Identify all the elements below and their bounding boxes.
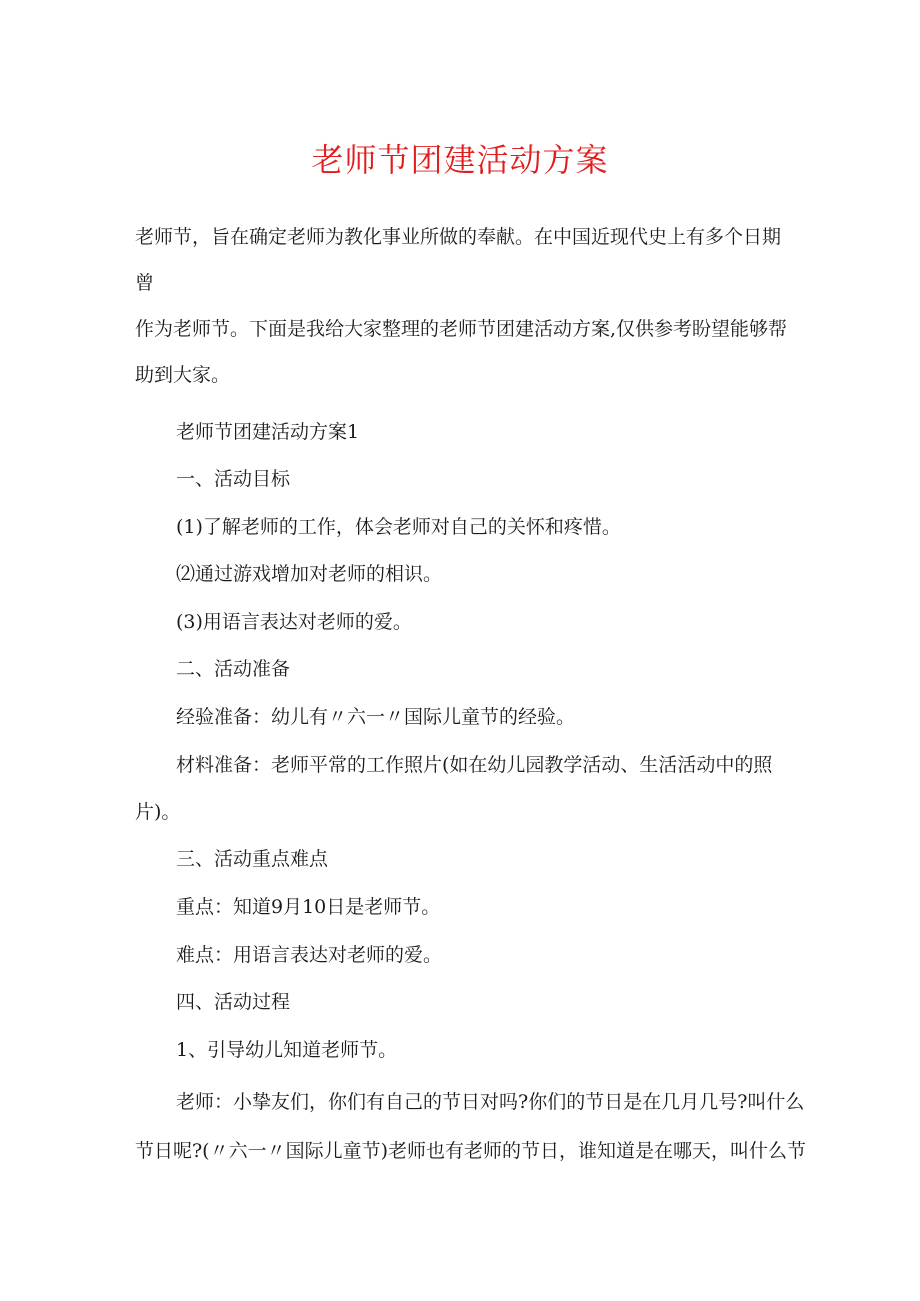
- prep-material-continued: 片)。: [135, 801, 181, 823]
- key-point: 重点：知道9月10日是老师节。: [176, 896, 441, 918]
- intro-line: 作为老师节。下面是我给大家整理的老师节团建活动方案,仅供参考盼望能够帮: [135, 318, 788, 340]
- dialog-line-continued: 节日呢?(〃六一〃国际儿童节)老师也有老师的节日，谁知道是在哪天，叫什么节: [135, 1140, 807, 1162]
- dialog-line: 老师：小挚友们，你们有自己的节日对吗?你们的节日是在几月几号?叫什么: [176, 1091, 805, 1113]
- intro-line: 老师节，旨在确定老师为教化事业所做的奉献。在中国近现代史上有多个日期曾: [135, 226, 782, 294]
- process-step: 1、引导幼儿知道老师节。: [176, 1039, 398, 1061]
- prep-heading: 二、活动准备: [176, 658, 291, 680]
- intro-line: 助到大家。: [135, 364, 231, 386]
- difficulty: 难点：用语言表达对老师的爱。: [176, 944, 443, 966]
- prep-experience: 经验准备：幼儿有〃六一〃国际儿童节的经验。: [176, 706, 576, 728]
- process-heading: 四、活动过程: [176, 991, 291, 1013]
- key-heading: 三、活动重点难点: [176, 848, 329, 870]
- goal-item: (3)用语言表达对老师的爱。: [176, 611, 412, 633]
- intro-paragraph: [135, 214, 795, 398]
- goal-item: (1)了解老师的工作，体会老师对自己的关怀和疼惜。: [176, 516, 621, 538]
- page-title: 老师节团建活动方案: [311, 141, 609, 179]
- goal-item: ⑵通过游戏增加对老师的相识。: [176, 563, 443, 585]
- section-title: 老师节团建活动方案1: [176, 421, 360, 443]
- goal-heading: 一、活动目标: [176, 468, 291, 490]
- prep-material: 材料准备：老师平常的工作照片(如在幼儿园教学活动、生活活动中的照: [176, 754, 773, 776]
